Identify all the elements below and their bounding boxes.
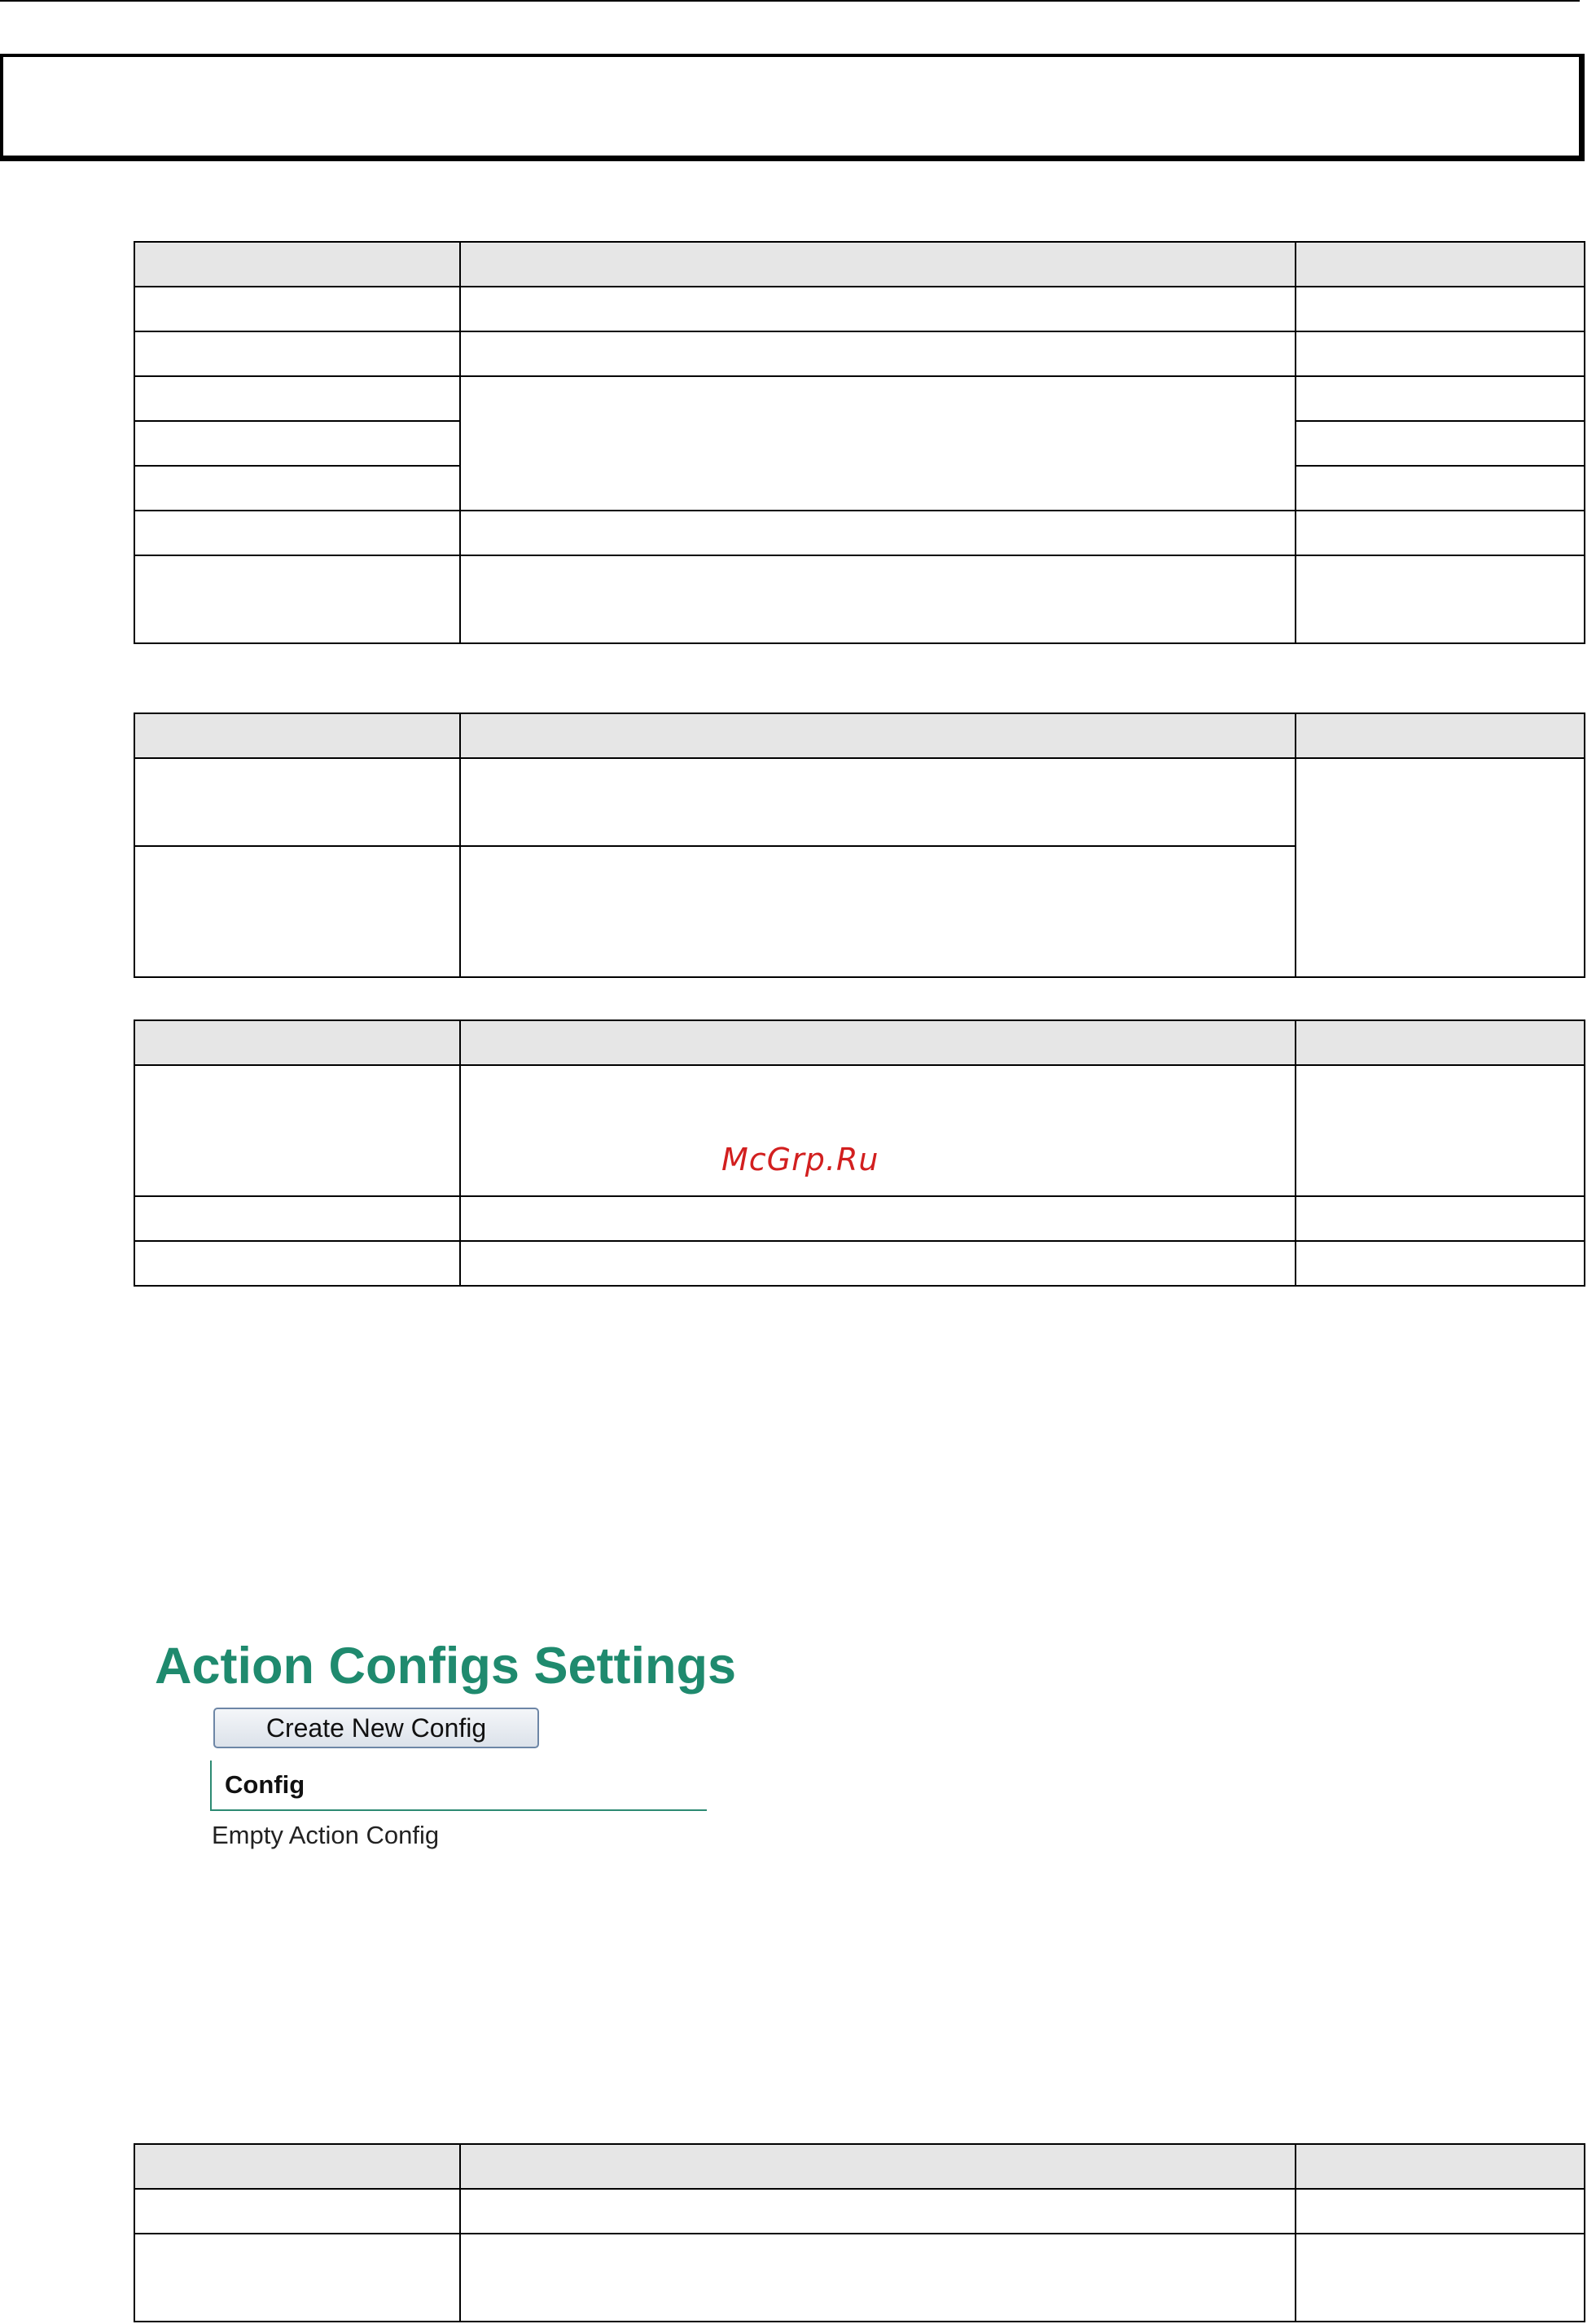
- table-row: [134, 758, 1585, 846]
- table-row: [134, 1196, 1585, 1241]
- settings-table-4: [134, 2143, 1585, 2322]
- action-configs-title: Action Configs Settings: [155, 1638, 736, 1695]
- top-rule: [0, 0, 1580, 2]
- table-header-row: [134, 242, 1585, 287]
- watermark: McGrp.Ru: [721, 1142, 879, 1177]
- table-row: [134, 1241, 1585, 1286]
- table-row: [134, 287, 1585, 331]
- table-row: [134, 555, 1585, 643]
- config-column-header: [210, 1761, 707, 1811]
- settings-table-2: [134, 713, 1585, 978]
- table-header-row: [134, 713, 1585, 758]
- table-row: [134, 511, 1585, 555]
- section-title-box: [0, 54, 1585, 161]
- config-column-label: Config: [225, 1770, 305, 1799]
- empty-config-message: Empty Action Config: [212, 1821, 440, 1849]
- table-row: [134, 2234, 1585, 2322]
- table-row: [134, 331, 1585, 376]
- settings-table-1: [134, 241, 1585, 644]
- create-new-config-button[interactable]: Create New Config: [213, 1708, 539, 1748]
- table-row: [134, 2189, 1585, 2234]
- table-header-row: [134, 2144, 1585, 2189]
- table-header-row: [134, 1020, 1585, 1065]
- table-row: [134, 376, 1585, 421]
